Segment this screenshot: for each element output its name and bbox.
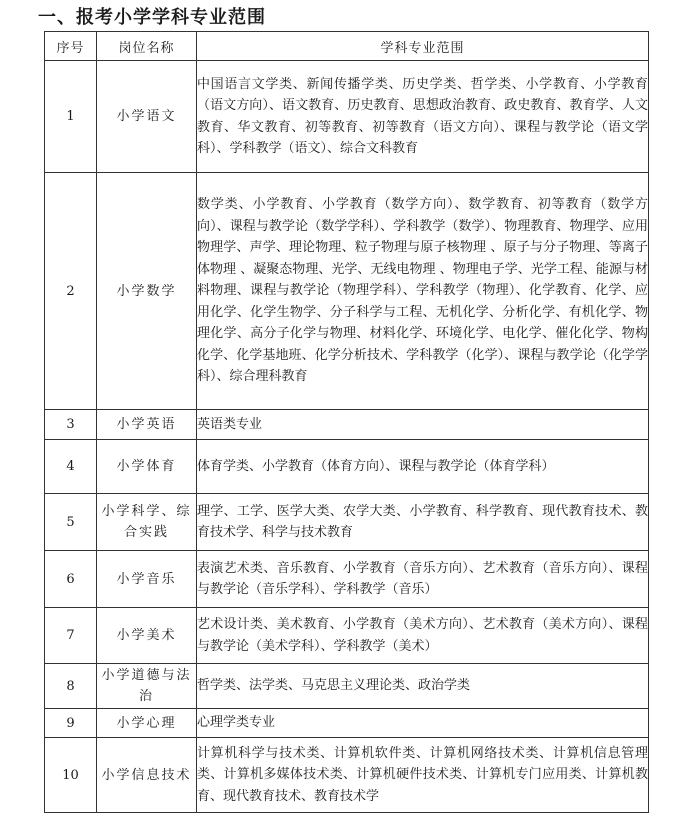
row-number: 9 — [45, 709, 97, 738]
column-header-no: 序号 — [45, 32, 97, 61]
row-number: 1 — [45, 61, 97, 173]
column-header-position: 岗位名称 — [97, 32, 197, 61]
table-row — [45, 738, 649, 813]
major-scope: 理学、工学、医学大类、农学大类、小学教育、科学教育、现代教育技术、教育技术学、科学与技术教育 — [197, 494, 649, 551]
section-heading: 一、报考小学学科专业范围 — [38, 7, 266, 28]
position-name: 小学心理 — [97, 709, 197, 738]
row-number: 5 — [45, 494, 97, 551]
row-number: 10 — [45, 738, 97, 813]
position-name: 小学音乐 — [97, 551, 197, 608]
row-number: 4 — [45, 440, 97, 494]
row-number: 6 — [45, 551, 97, 608]
table-row — [45, 173, 649, 410]
position-name: 小学体育 — [97, 440, 197, 494]
table-row — [45, 608, 649, 664]
position-name: 小学英语 — [97, 410, 197, 440]
major-scope: 心理学类专业 — [197, 709, 649, 738]
major-scope: 哲学类、法学类、马克思主义理论类、政治学类 — [197, 664, 649, 709]
position-name: 小学数学 — [97, 173, 197, 410]
major-scope: 计算机科学与技术类、计算机软件类、计算机网络技术类、计算机信息管理类、计算机多媒体技术类、计算机硬件技术类、计算机专门应用类、计算机教育、现代教育技术、教育技术学 — [197, 738, 649, 813]
table-row — [45, 440, 649, 494]
table-row — [45, 709, 649, 738]
position-name: 小学信息技术 — [97, 738, 197, 813]
major-scope: 表演艺术类、音乐教育、小学教育（音乐方向）、艺术教育（音乐方向）、课程与教学论（音乐学科）、学科教学（音乐） — [197, 551, 649, 608]
table-row — [45, 494, 649, 551]
row-number: 2 — [45, 173, 97, 410]
table-row — [45, 551, 649, 608]
table-header-row — [45, 32, 649, 61]
row-number: 8 — [45, 664, 97, 709]
major-scope: 艺术设计类、美术教育、小学教育（美术方向）、艺术教育（美术方向）、课程与教学论（美术学科）、学科教学（美术） — [197, 608, 649, 664]
major-scope: 数学类、小学教育、小学教育（数学方向）、数学教育、初等教育（数学方向）、课程与教学论（数学学科）、学科教学（数学）、物理教育、物理学、应用物理学、声学、理论物理、粒子物理与原子核物理 、原子与分子物理、等离子体物理 、凝聚态物理、光学、无线电物理 、物理电子学、光学工程、能源与材料物理、课程与教学论（物理学科）、学科教学（物理）、化学教育、化学、应用化学、化学生物学、分子科学与工程、无机化学、分析化学、有机化学、物理化学、高分子化学与物理、材料化学、环境化学、电化学、催化化学、物构化学、化学基地班、化学分析技术、学科教学（化学）、课程与教学论（化学学科）、综合理科教育 — [197, 173, 649, 410]
position-name: 小学美术 — [97, 608, 197, 664]
position-name: 小学语文 — [97, 61, 197, 173]
table-row — [45, 410, 649, 440]
major-scope: 体育学类、小学教育（体育方向）、课程与教学论（体育学科） — [197, 440, 649, 494]
row-number: 7 — [45, 608, 97, 664]
position-name: 小学道德与法治 — [97, 664, 197, 709]
majors-table — [44, 31, 649, 813]
row-number: 3 — [45, 410, 97, 440]
major-scope: 中国语言文学类、新闻传播学类、历史学类、哲学类、小学教育、小学教育（语文方向）、语文教育、历史教育、思想政治教育、政史教育、教育学、人文教育、华文教育、初等教育、初等教育（语文方向）、课程与教学论（语文学科）、学科教学（语文）、综合文科教育 — [197, 61, 649, 173]
column-header-scope: 学科专业范围 — [197, 32, 649, 61]
position-name: 小学科学、综合实践 — [97, 494, 197, 551]
major-scope: 英语类专业 — [197, 410, 649, 440]
table-row — [45, 61, 649, 173]
table-row — [45, 664, 649, 709]
